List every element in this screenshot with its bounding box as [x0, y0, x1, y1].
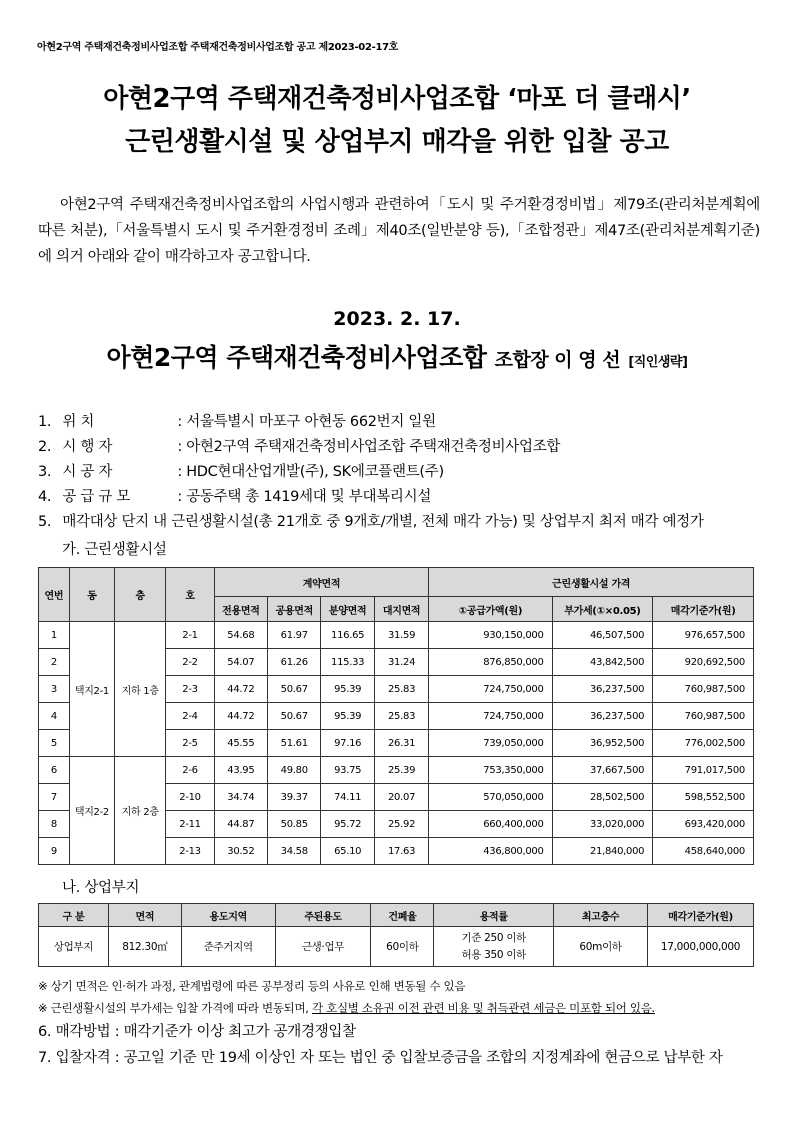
floor-cell: 지하 1층: [115, 622, 166, 757]
intro-text: 아현2구역 주택재건축정비사업조합의 사업시행과 관련하여「도시 및 주거환경정비법」제79조(관리처분계획에 따른 처분),「서울특별시 도시 및 주거환경정비 조례」제40조(일반분양 등),「조합정관」제47조(관리처분계획기준)에 의거 아래와 같이 매각하고자 공고합니다.: [38, 197, 760, 265]
col-exclusive-area: 전용면적: [214, 597, 267, 622]
col-use: 주된용도: [275, 904, 371, 927]
table-row: 6 택지2-2 지하 2층 2-6 43.95 49.80 93.75 25.39 753,350,000 37,667,500 791,017,500: [39, 757, 754, 784]
table-row: 7 2-10 34.74 39.37 74.11 20.07 570,050,000 28,502,500 598,552,500: [39, 784, 754, 811]
col-base-price: 매각기준가(원): [653, 597, 754, 622]
info-item: 3. 시 공 자 : HDC현대산업개발(주), SK에코플랜트(주): [38, 464, 444, 480]
col-vat: 부가세(①×0.05): [552, 597, 653, 622]
section-a-heading: 가. 근린생활시설: [62, 542, 167, 558]
facilities-table: [38, 567, 754, 865]
col-sale-area: 분양면적: [321, 597, 374, 622]
note-vat: ※ 근린생활시설의 부가세는 입찰 가격에 따라 변동되며, 각 호실별 소유권 이전 관련 비용 및 취득관련 세금은 미포함 되어 있음.: [38, 1001, 655, 1015]
col-dong: 동: [69, 568, 114, 622]
table-row: 1 택지2-1 지하 1층 2-1 54.68 61.97 116.65 31.59 930,150,000 46,507,500 976,657,500: [39, 622, 754, 649]
col-common-area: 공용면적: [268, 597, 321, 622]
info-item: 4. 공 급 규 모 : 공동주택 총 1419세대 및 부대복리시설: [38, 489, 432, 505]
notice-header: 아현2구역 주택재건축정비사업조합 주택재건축정비사업조합 공고 제2023-02-17호: [37, 42, 399, 53]
table-row: 4 2-4 44.72 50.67 95.39 25.83 724,750,000 36,237,500 760,987,500: [39, 703, 754, 730]
signature: [0, 338, 794, 374]
far-cell: 기준 250 이하 허용 350 이하: [434, 927, 554, 967]
col-zone: 용도지역: [181, 904, 275, 927]
col-price: 매각기준가(원): [648, 904, 754, 927]
title-line-1: 아현2구역 주택재건축정비사업조합 ‘마포 더 클래시’: [103, 84, 691, 114]
association-name: 아현2구역 주택재건축정비사업조합: [106, 343, 487, 372]
chairman: 조합장 이 영 선: [494, 349, 621, 371]
info-item: 1. 위 치 : 서울특별시 마포구 아현동 662번지 일원: [38, 414, 436, 430]
notes-section: [38, 975, 768, 1071]
col-area-group: 계약면적: [214, 568, 429, 597]
dong-cell: 택지2-2: [69, 757, 114, 865]
dong-cell: 택지2-1: [69, 622, 114, 757]
note-area-change: ※ 상기 면적은 인·허가 과정, 관계법령에 따른 공부정리 등의 사유로 인해 변동될 수 있음: [38, 979, 466, 993]
item-sale-method: 6. 매각방법 : 매각기준가 이상 최고가 공개경쟁입찰: [38, 1024, 356, 1040]
col-height: 최고층수: [554, 904, 648, 927]
section-b-heading: 나. 상업부지: [62, 880, 140, 896]
table-row: 상업부지 812.30㎡ 준주거지역 근생·업무 60이하 기준 250 이하 허용 350 이하 60m이하 17,000,000,000: [39, 927, 754, 967]
table-row: 9 2-13 30.52 34.58 65.10 17.63 436,800,000 21,840,000 458,640,000: [39, 838, 754, 865]
title-line-2: 근린생활시설 및 상업부지 매각을 위한 입찰 공고: [125, 127, 669, 157]
seal-omitted: [직인생략]: [628, 355, 688, 370]
table-row: 5 2-5 45.55 51.61 97.16 26.31 739,050,000 36,952,500 776,002,500: [39, 730, 754, 757]
col-price-group: 근린생활시설 가격: [429, 568, 754, 597]
col-type: 구 분: [39, 904, 109, 927]
col-floor: 층: [115, 568, 166, 622]
col-ho: 호: [166, 568, 214, 622]
col-land-area: 대지면적: [374, 597, 428, 622]
table-row: 2 2-2 54.07 61.26 115.33 31.24 876,850,000 43,842,500 920,692,500: [39, 649, 754, 676]
commercial-land-table: [38, 903, 754, 967]
table-row: 8 2-11 44.87 50.85 95.72 25.92 660,400,000 33,020,000 693,420,000: [39, 811, 754, 838]
col-area: 면적: [108, 904, 181, 927]
notice-date: 2023. 2. 17.: [333, 308, 461, 330]
col-far: 용적률: [434, 904, 554, 927]
item-qualification: 7. 입찰자격 : 공고일 기준 만 19세 이상인 자 또는 법인 중 입찰보증금을 조합의 지정계좌에 현금으로 납부한 자: [38, 1050, 723, 1066]
col-coverage: 건폐율: [371, 904, 434, 927]
info-list: [38, 410, 768, 535]
intro-paragraph: [38, 192, 760, 270]
table-row: 3 2-3 44.72 50.67 95.39 25.83 724,750,000 36,237,500 760,987,500: [39, 676, 754, 703]
info-item: 5. 매각대상 단지 내 근린생활시설(총 21개호 중 9개호/개별, 전체 매각 가능) 및 상업부지 최저 매각 예정가: [38, 514, 704, 530]
col-seq: 연번: [39, 568, 70, 622]
col-supply-price: ①공급가액(원): [429, 597, 552, 622]
floor-cell: 지하 2층: [115, 757, 166, 865]
info-item: 2. 시 행 자 : 아현2구역 주택재건축정비사업조합 주택재건축정비사업조합: [38, 439, 561, 455]
